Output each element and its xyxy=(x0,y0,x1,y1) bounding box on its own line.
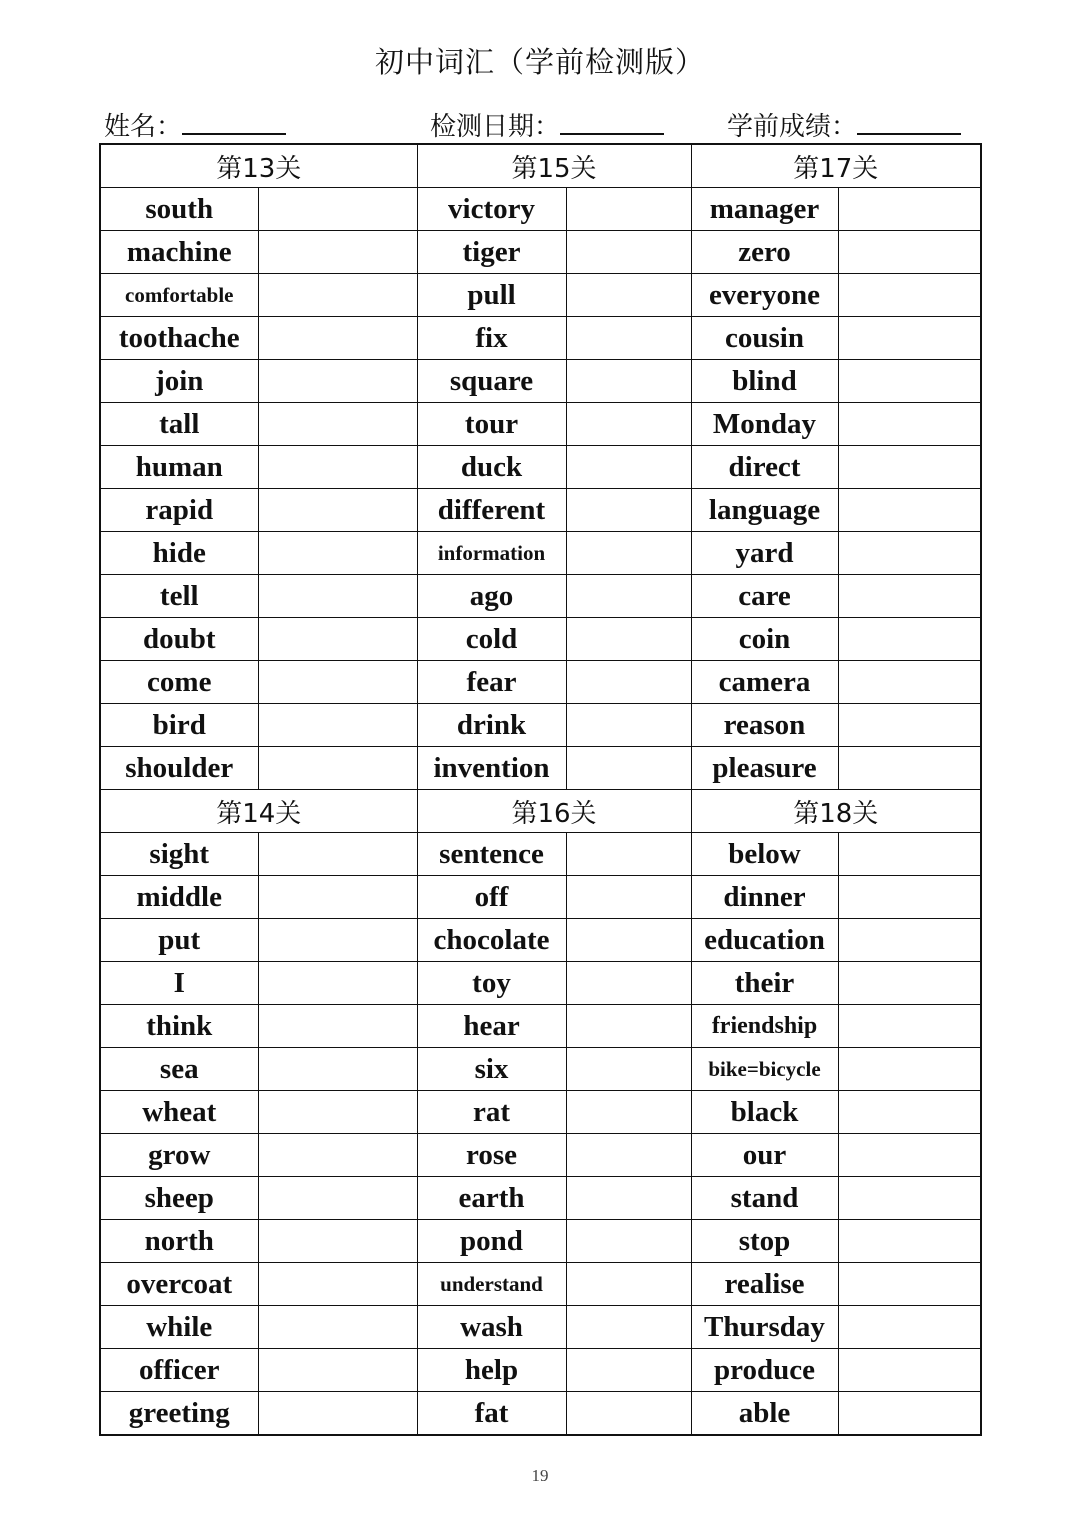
date-label: 检测日期： xyxy=(430,112,561,142)
word-row xyxy=(100,661,981,704)
answer-cell[interactable] xyxy=(838,188,981,231)
word-row xyxy=(100,274,981,317)
word-cell: greeting xyxy=(100,1392,258,1436)
answer-cell[interactable] xyxy=(566,618,691,661)
word-cell: cousin xyxy=(691,317,838,360)
answer-cell[interactable] xyxy=(838,446,981,489)
word-row xyxy=(100,618,981,661)
level-header: 第15关 xyxy=(417,144,691,188)
answer-cell[interactable] xyxy=(566,962,691,1005)
answer-cell[interactable] xyxy=(838,1392,981,1436)
word-cell: everyone xyxy=(691,274,838,317)
word-cell: black xyxy=(691,1091,838,1134)
word-row xyxy=(100,489,981,532)
word-cell: direct xyxy=(691,446,838,489)
answer-cell[interactable] xyxy=(258,403,417,446)
word-cell: chocolate xyxy=(417,919,566,962)
word-cell: camera xyxy=(691,661,838,704)
word-cell: care xyxy=(691,575,838,618)
word-cell: rat xyxy=(417,1091,566,1134)
answer-cell[interactable] xyxy=(258,1392,417,1436)
word-cell: pleasure xyxy=(691,747,838,790)
word-row xyxy=(100,446,981,489)
answer-cell[interactable] xyxy=(838,1091,981,1134)
word-cell: wash xyxy=(417,1306,566,1349)
word-cell: tall xyxy=(100,403,258,446)
word-cell: I xyxy=(100,962,258,1005)
answer-cell[interactable] xyxy=(258,274,417,317)
word-cell: toothache xyxy=(100,317,258,360)
word-cell: think xyxy=(100,1005,258,1048)
word-cell: coin xyxy=(691,618,838,661)
word-cell: doubt xyxy=(100,618,258,661)
word-row xyxy=(100,360,981,403)
word-cell: produce xyxy=(691,1349,838,1392)
answer-cell[interactable] xyxy=(566,231,691,274)
word-cell: realise xyxy=(691,1263,838,1306)
word-cell: comfortable xyxy=(100,274,258,317)
page-title: 初中词汇（学前检测版） xyxy=(374,45,705,79)
level-header: 第16关 xyxy=(417,790,691,833)
word-cell: education xyxy=(691,919,838,962)
answer-cell[interactable] xyxy=(838,1134,981,1177)
word-cell: stop xyxy=(691,1220,838,1263)
answer-cell[interactable] xyxy=(258,532,417,575)
answer-cell[interactable] xyxy=(258,1177,417,1220)
word-cell: south xyxy=(100,188,258,231)
answer-cell[interactable] xyxy=(566,1392,691,1436)
answer-cell[interactable] xyxy=(258,489,417,532)
word-row xyxy=(100,919,981,962)
word-cell: drink xyxy=(417,704,566,747)
answer-cell[interactable] xyxy=(838,231,981,274)
word-row xyxy=(100,876,981,919)
vocabulary-table xyxy=(99,143,982,1436)
answer-cell[interactable] xyxy=(838,1005,981,1048)
word-row xyxy=(100,704,981,747)
word-row xyxy=(100,1263,981,1306)
answer-cell[interactable] xyxy=(258,575,417,618)
word-cell: earth xyxy=(417,1177,566,1220)
word-cell: human xyxy=(100,446,258,489)
answer-cell[interactable] xyxy=(566,704,691,747)
word-row xyxy=(100,833,981,876)
answer-cell[interactable] xyxy=(566,1349,691,1392)
word-cell: while xyxy=(100,1306,258,1349)
section-header-row xyxy=(100,790,981,833)
word-cell: ago xyxy=(417,575,566,618)
word-cell: tour xyxy=(417,403,566,446)
word-cell: information xyxy=(417,532,566,575)
word-cell: their xyxy=(691,962,838,1005)
answer-cell[interactable] xyxy=(838,360,981,403)
word-cell: machine xyxy=(100,231,258,274)
word-row xyxy=(100,532,981,575)
answer-cell[interactable] xyxy=(258,962,417,1005)
answer-cell[interactable] xyxy=(258,360,417,403)
answer-cell[interactable] xyxy=(258,446,417,489)
word-cell: pond xyxy=(417,1220,566,1263)
answer-cell[interactable] xyxy=(566,1306,691,1349)
answer-cell[interactable] xyxy=(838,274,981,317)
word-cell: below xyxy=(691,833,838,876)
answer-cell[interactable] xyxy=(566,575,691,618)
level-header: 第17关 xyxy=(691,144,981,188)
word-row xyxy=(100,1306,981,1349)
answer-cell[interactable] xyxy=(838,1263,981,1306)
answer-cell[interactable] xyxy=(258,1349,417,1392)
word-cell: stand xyxy=(691,1177,838,1220)
answer-cell[interactable] xyxy=(838,1048,981,1091)
answer-cell[interactable] xyxy=(566,532,691,575)
answer-cell[interactable] xyxy=(258,747,417,790)
word-row xyxy=(100,1091,981,1134)
answer-cell[interactable] xyxy=(258,1134,417,1177)
answer-cell[interactable] xyxy=(258,188,417,231)
answer-cell[interactable] xyxy=(258,1005,417,1048)
word-cell: fix xyxy=(417,317,566,360)
word-cell: friendship xyxy=(691,1005,838,1048)
word-cell: help xyxy=(417,1349,566,1392)
word-cell: victory xyxy=(417,188,566,231)
answer-cell[interactable] xyxy=(566,919,691,962)
answer-cell[interactable] xyxy=(566,661,691,704)
word-cell: language xyxy=(691,489,838,532)
answer-cell[interactable] xyxy=(566,489,691,532)
answer-cell[interactable] xyxy=(258,919,417,962)
answer-cell[interactable] xyxy=(258,618,417,661)
word-cell: come xyxy=(100,661,258,704)
answer-cell[interactable] xyxy=(258,317,417,360)
word-cell: bird xyxy=(100,704,258,747)
word-cell: off xyxy=(417,876,566,919)
answer-cell[interactable] xyxy=(258,1306,417,1349)
word-row xyxy=(100,231,981,274)
word-cell: Monday xyxy=(691,403,838,446)
date-blank[interactable] xyxy=(560,109,664,135)
answer-cell[interactable] xyxy=(566,1263,691,1306)
answer-cell[interactable] xyxy=(258,1091,417,1134)
word-cell: pull xyxy=(417,274,566,317)
word-cell: understand xyxy=(417,1263,566,1306)
word-cell: wheat xyxy=(100,1091,258,1134)
word-row xyxy=(100,1005,981,1048)
answer-cell[interactable] xyxy=(838,919,981,962)
word-cell: six xyxy=(417,1048,566,1091)
answer-cell[interactable] xyxy=(566,1048,691,1091)
answer-cell[interactable] xyxy=(838,1177,981,1220)
word-cell: invention xyxy=(417,747,566,790)
word-cell: put xyxy=(100,919,258,962)
answer-cell[interactable] xyxy=(566,876,691,919)
answer-cell[interactable] xyxy=(258,1263,417,1306)
word-row xyxy=(100,317,981,360)
answer-cell[interactable] xyxy=(838,704,981,747)
answer-cell[interactable] xyxy=(838,618,981,661)
answer-cell[interactable] xyxy=(258,661,417,704)
section-header-row xyxy=(100,144,981,188)
word-cell: rose xyxy=(417,1134,566,1177)
word-cell: join xyxy=(100,360,258,403)
word-cell: reason xyxy=(691,704,838,747)
word-row xyxy=(100,747,981,790)
word-row xyxy=(100,403,981,446)
word-cell: toy xyxy=(417,962,566,1005)
word-row xyxy=(100,188,981,231)
answer-cell[interactable] xyxy=(838,1220,981,1263)
word-cell: overcoat xyxy=(100,1263,258,1306)
answer-cell[interactable] xyxy=(566,747,691,790)
name-blank[interactable] xyxy=(182,109,286,135)
answer-cell[interactable] xyxy=(838,962,981,1005)
page-number: 19 xyxy=(531,1466,549,1485)
word-cell: square xyxy=(417,360,566,403)
word-cell: zero xyxy=(691,231,838,274)
word-cell: duck xyxy=(417,446,566,489)
answer-cell[interactable] xyxy=(566,274,691,317)
name-field xyxy=(104,106,286,143)
word-row xyxy=(100,1220,981,1263)
word-cell: sheep xyxy=(100,1177,258,1220)
answer-cell[interactable] xyxy=(566,317,691,360)
word-cell: different xyxy=(417,489,566,532)
word-cell: sentence xyxy=(417,833,566,876)
answer-cell[interactable] xyxy=(566,403,691,446)
level-header: 第14关 xyxy=(100,790,417,833)
answer-cell[interactable] xyxy=(258,231,417,274)
answer-cell[interactable] xyxy=(258,876,417,919)
word-row xyxy=(100,1392,981,1436)
answer-cell[interactable] xyxy=(566,446,691,489)
answer-cell[interactable] xyxy=(838,1349,981,1392)
answer-cell[interactable] xyxy=(566,1091,691,1134)
word-row xyxy=(100,1349,981,1392)
answer-cell[interactable] xyxy=(258,833,417,876)
score-label: 学前成绩： xyxy=(727,112,858,142)
word-cell: sea xyxy=(100,1048,258,1091)
answer-cell[interactable] xyxy=(566,833,691,876)
answer-cell[interactable] xyxy=(566,188,691,231)
answer-cell[interactable] xyxy=(566,360,691,403)
answer-cell[interactable] xyxy=(838,1306,981,1349)
word-cell: blind xyxy=(691,360,838,403)
answer-cell[interactable] xyxy=(838,575,981,618)
answer-cell[interactable] xyxy=(838,747,981,790)
word-cell: fear xyxy=(417,661,566,704)
word-cell: middle xyxy=(100,876,258,919)
level-header: 第13关 xyxy=(100,144,417,188)
word-row xyxy=(100,1177,981,1220)
answer-cell[interactable] xyxy=(838,317,981,360)
word-cell: Thursday xyxy=(691,1306,838,1349)
word-cell: hear xyxy=(417,1005,566,1048)
word-cell: yard xyxy=(691,532,838,575)
level-header: 第18关 xyxy=(691,790,981,833)
word-cell: our xyxy=(691,1134,838,1177)
answer-cell[interactable] xyxy=(838,489,981,532)
word-row xyxy=(100,575,981,618)
word-cell: able xyxy=(691,1392,838,1436)
answer-cell[interactable] xyxy=(258,1220,417,1263)
word-cell: manager xyxy=(691,188,838,231)
word-cell: north xyxy=(100,1220,258,1263)
answer-cell[interactable] xyxy=(838,876,981,919)
answer-cell[interactable] xyxy=(838,403,981,446)
score-blank[interactable] xyxy=(857,109,961,135)
date-field xyxy=(430,106,664,143)
word-row xyxy=(100,1048,981,1091)
answer-cell[interactable] xyxy=(566,1220,691,1263)
word-cell: bike=bicycle xyxy=(691,1048,838,1091)
answer-cell[interactable] xyxy=(838,532,981,575)
word-cell: shoulder xyxy=(100,747,258,790)
word-cell: officer xyxy=(100,1349,258,1392)
answer-cell[interactable] xyxy=(566,1005,691,1048)
word-cell: dinner xyxy=(691,876,838,919)
word-row xyxy=(100,1134,981,1177)
word-cell: fat xyxy=(417,1392,566,1436)
name-label: 姓名： xyxy=(104,112,183,142)
word-row xyxy=(100,962,981,1005)
word-cell: hide xyxy=(100,532,258,575)
score-field xyxy=(727,106,961,143)
answer-cell[interactable] xyxy=(258,1048,417,1091)
word-cell: tell xyxy=(100,575,258,618)
answer-cell[interactable] xyxy=(838,833,981,876)
word-cell: tiger xyxy=(417,231,566,274)
word-cell: grow xyxy=(100,1134,258,1177)
answer-cell[interactable] xyxy=(566,1134,691,1177)
answer-cell[interactable] xyxy=(566,1177,691,1220)
word-cell: sight xyxy=(100,833,258,876)
answer-cell[interactable] xyxy=(838,661,981,704)
answer-cell[interactable] xyxy=(258,704,417,747)
word-cell: rapid xyxy=(100,489,258,532)
word-cell: cold xyxy=(417,618,566,661)
